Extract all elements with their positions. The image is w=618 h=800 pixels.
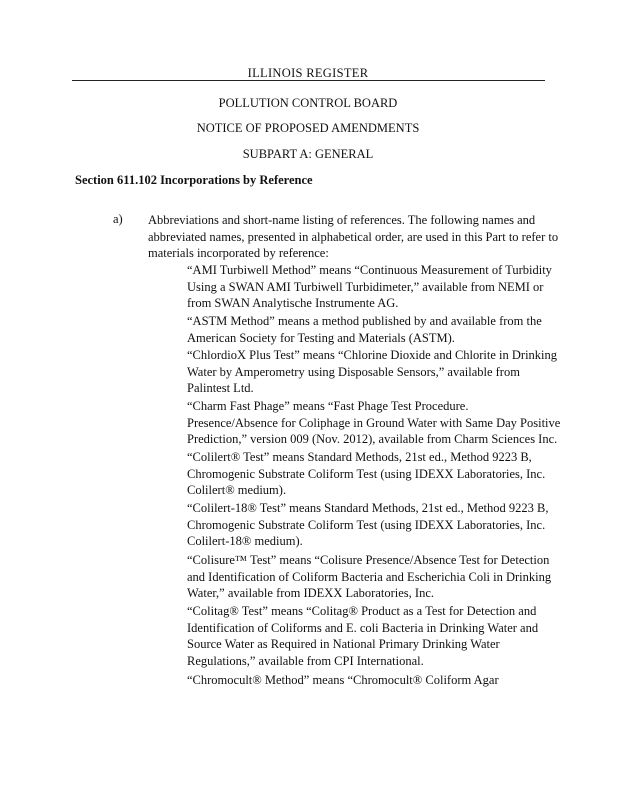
- running-title: ILLINOIS REGISTER: [247, 66, 369, 80]
- paragraph-line: Abbreviations and short-name listing of references. The following names and: [148, 213, 536, 227]
- paragraph-marker: a): [113, 212, 123, 226]
- definition-line: Identification of Coliforms and E. coli Bacteria in Drinking Water and: [187, 620, 539, 635]
- paragraph-a-text: [148, 212, 559, 262]
- definition-ami-turbiwell: [187, 262, 552, 312]
- definition-line: Source Water as Required in National Primary Drinking Water: [187, 637, 500, 651]
- definition-line: Colilert-18® medium).: [187, 534, 303, 548]
- definition-colilert-18: [187, 500, 549, 550]
- definition-line: Chromogenic Substrate Coliform Test (using IDEXX Laboratories, Inc.: [187, 517, 546, 532]
- definition-line: Water,” available from IDEXX Laboratories, Inc.: [187, 586, 434, 600]
- notice-title: NOTICE OF PROPOSED AMENDMENTS: [196, 121, 420, 135]
- definition-line: “ASTM Method” means a method published by and available from the: [187, 314, 542, 328]
- definition-line: “AMI Turbiwell Method” means “Continuous Measurement of Turbidity: [187, 263, 552, 277]
- definition-chlordiox: [187, 347, 558, 397]
- definition-chromocult: [187, 672, 549, 689]
- definition-astm: [187, 313, 549, 346]
- definition-line: “Colilert-18® Test” means Standard Methods, 21st ed., Method 9223 B,: [187, 501, 549, 515]
- definition-line: American Society for Testing and Materials (ASTM).: [187, 330, 455, 345]
- subpart-title: SUBPART A: GENERAL: [242, 147, 374, 161]
- definition-colitag: [187, 603, 549, 669]
- definition-colilert: [187, 449, 549, 499]
- board-name: POLLUTION CONTROL BOARD: [218, 96, 398, 110]
- section-heading: Section 611.102 Incorporations by Reference: [75, 173, 313, 187]
- definition-line: Colilert® medium).: [187, 483, 287, 497]
- definition-line: “Colitag® Test” means “Colitag® Product as a Test for Detection and: [187, 604, 537, 618]
- definition-line: Water by Amperometry using Disposable Sensors,” available from: [187, 364, 520, 379]
- definition-line: Prediction,” version 009 (Nov. 2012), available from Charm Sciences Inc.: [187, 432, 558, 446]
- definition-line: from SWAN Analytische Instrumente AG.: [187, 296, 399, 310]
- definition-line: Using a SWAN AMI Turbiwell Turbidimeter,” available from NEMI or: [187, 279, 544, 294]
- definition-line: “Chromocult® Method” means “Chromocult® Coliform Agar: [187, 673, 499, 687]
- paragraph-line: abbreviated names, presented in alphabetical order, are used in this Part to refer to: [148, 229, 559, 244]
- header-rule: [72, 80, 545, 81]
- definition-line: Presence/Absence for Coliphage in Ground Water with Same Day Positive: [187, 415, 561, 430]
- definition-line: “Charm Fast Phage” means “Fast Phage Test Procedure.: [187, 399, 469, 413]
- definition-line: “ChlordioX Plus Test” means “Chlorine Dioxide and Chlorite in Drinking: [187, 348, 558, 362]
- definition-line: Regulations,” available from CPI International.: [187, 653, 424, 668]
- definition-charm-fast-phage: [187, 398, 561, 448]
- definition-line: Chromogenic Substrate Coliform Test (using IDEXX Laboratories, Inc.: [187, 466, 546, 481]
- paragraph-line: materials incorporated by reference:: [148, 246, 329, 260]
- definition-line: and Identification of Coliform Bacteria and Escherichia Coli in Drinking: [187, 569, 552, 584]
- definition-line: “Colilert® Test” means Standard Methods, 21st ed., Method 9223 B,: [187, 450, 532, 464]
- definition-line: Palintest Ltd.: [187, 381, 254, 395]
- definition-colisure: [187, 552, 552, 602]
- definition-line: “Colisure™ Test” means “Colisure Presence/Absence Test for Detection: [187, 553, 550, 567]
